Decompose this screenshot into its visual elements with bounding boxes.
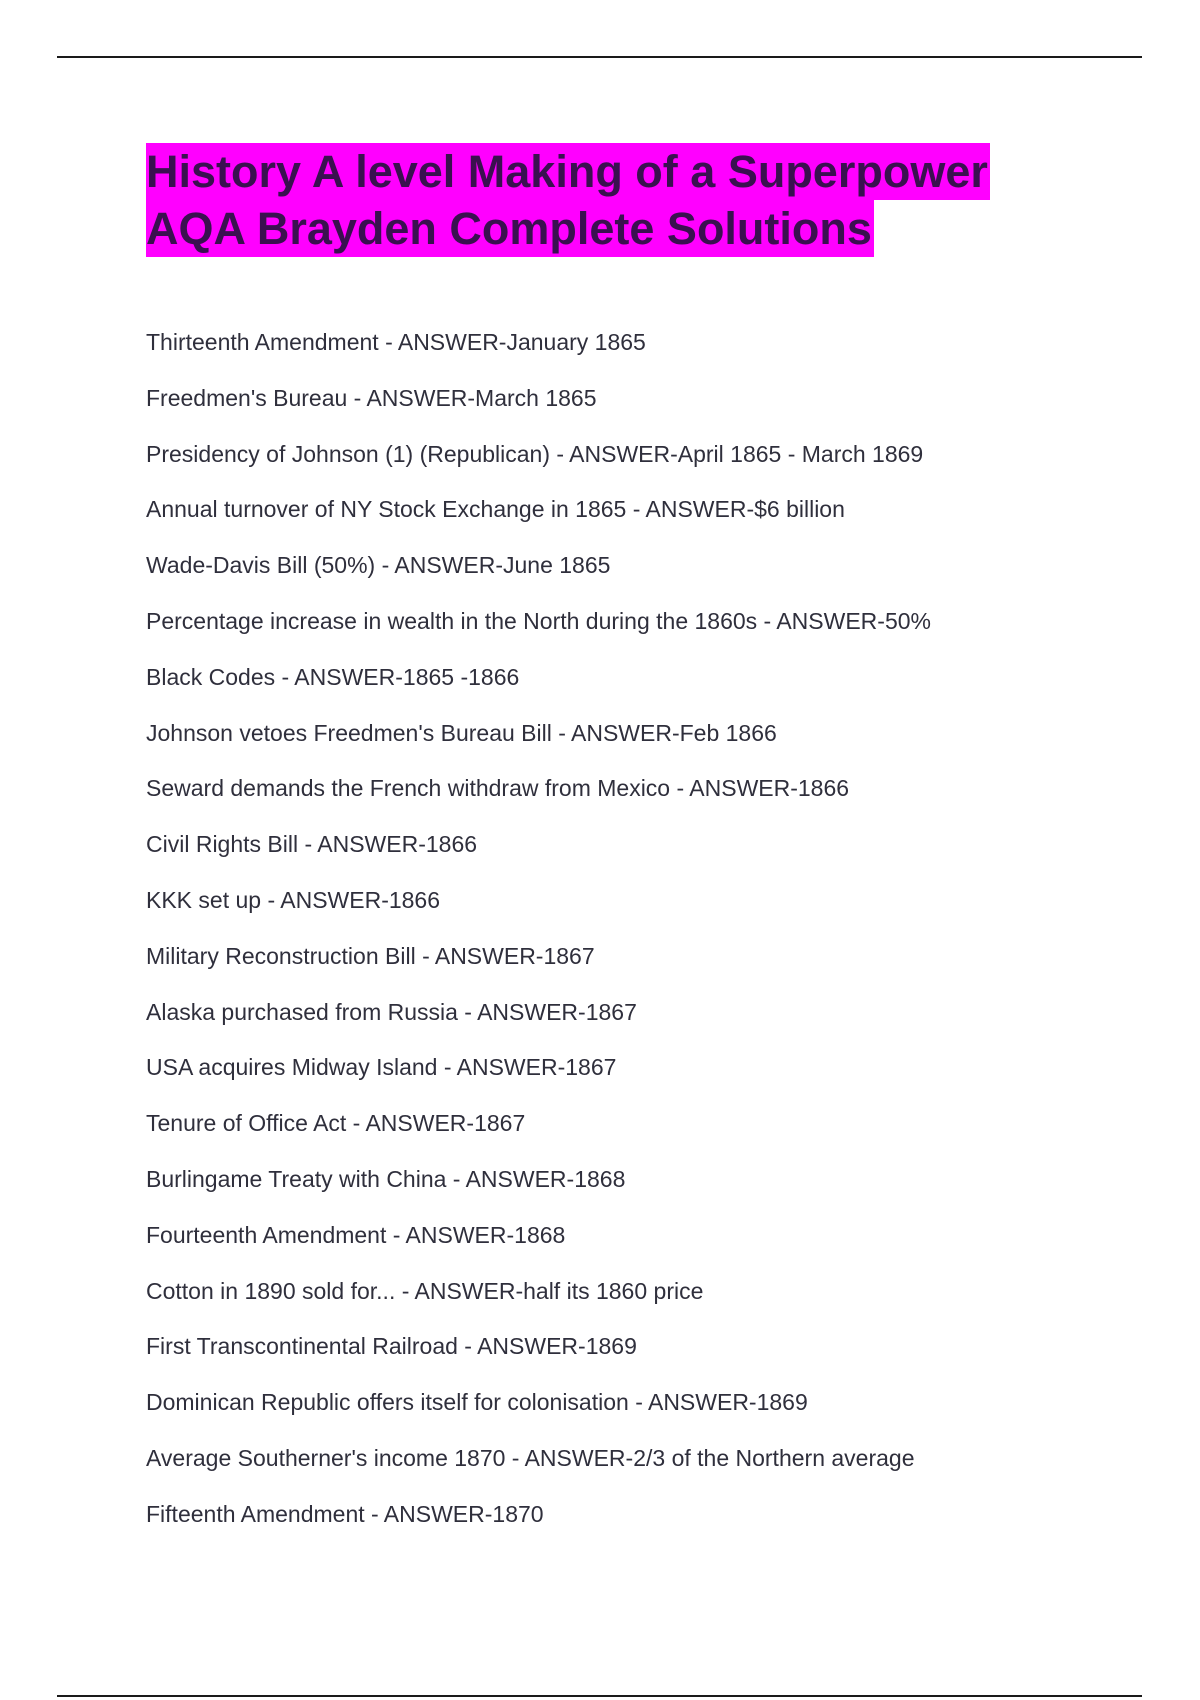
- document-title: [146, 143, 1106, 257]
- title-line-2: AQA Brayden Complete Solutions: [146, 200, 874, 257]
- top-rule: [57, 56, 1142, 58]
- qa-list: [146, 326, 931, 1554]
- qa-item: Burlingame Treaty with China - ANSWER-1868: [146, 1165, 626, 1192]
- qa-item: Fourteenth Amendment - ANSWER-1868: [146, 1221, 566, 1248]
- qa-item: Johnson vetoes Freedmen's Bureau Bill - ANSWER-Feb 1866: [146, 719, 777, 746]
- qa-item: Black Codes - ANSWER-1865 -1866: [146, 663, 520, 690]
- title-line-1: History A level Making of a Superpower: [146, 143, 990, 200]
- qa-item: Dominican Republic offers itself for colonisation - ANSWER-1869: [146, 1389, 808, 1416]
- bottom-rule: [57, 1695, 1142, 1697]
- qa-item: Average Southerner's income 1870 - ANSWER-2/3 of the Northern average: [146, 1444, 915, 1471]
- qa-item: Military Reconstruction Bill - ANSWER-1867: [146, 942, 595, 969]
- qa-item: Alaska purchased from Russia - ANSWER-1867: [146, 998, 637, 1025]
- qa-item: First Transcontinental Railroad - ANSWER-1869: [146, 1333, 637, 1360]
- qa-item: Civil Rights Bill - ANSWER-1866: [146, 831, 478, 858]
- qa-item: Fifteenth Amendment - ANSWER-1870: [146, 1500, 544, 1527]
- qa-item: Wade-Davis Bill (50%) - ANSWER-June 1865: [146, 552, 611, 579]
- qa-item: Presidency of Johnson (1) (Republican) - ANSWER-April 1865 - March 1869: [146, 440, 924, 467]
- qa-item: USA acquires Midway Island - ANSWER-1867: [146, 1054, 617, 1081]
- qa-item: Seward demands the French withdraw from Mexico - ANSWER-1866: [146, 775, 850, 802]
- qa-item: Freedmen's Bureau - ANSWER-March 1865: [146, 384, 597, 411]
- qa-item: KKK set up - ANSWER-1866: [146, 886, 441, 913]
- qa-item: Tenure of Office Act - ANSWER-1867: [146, 1110, 526, 1137]
- qa-item: Annual turnover of NY Stock Exchange in 1865 - ANSWER-$6 billion: [146, 496, 845, 523]
- qa-item: Percentage increase in wealth in the North during the 1860s - ANSWER-50%: [146, 607, 931, 634]
- qa-item: Cotton in 1890 sold for... - ANSWER-half its 1860 price: [146, 1277, 704, 1304]
- qa-item: Thirteenth Amendment - ANSWER-January 1865: [146, 329, 646, 355]
